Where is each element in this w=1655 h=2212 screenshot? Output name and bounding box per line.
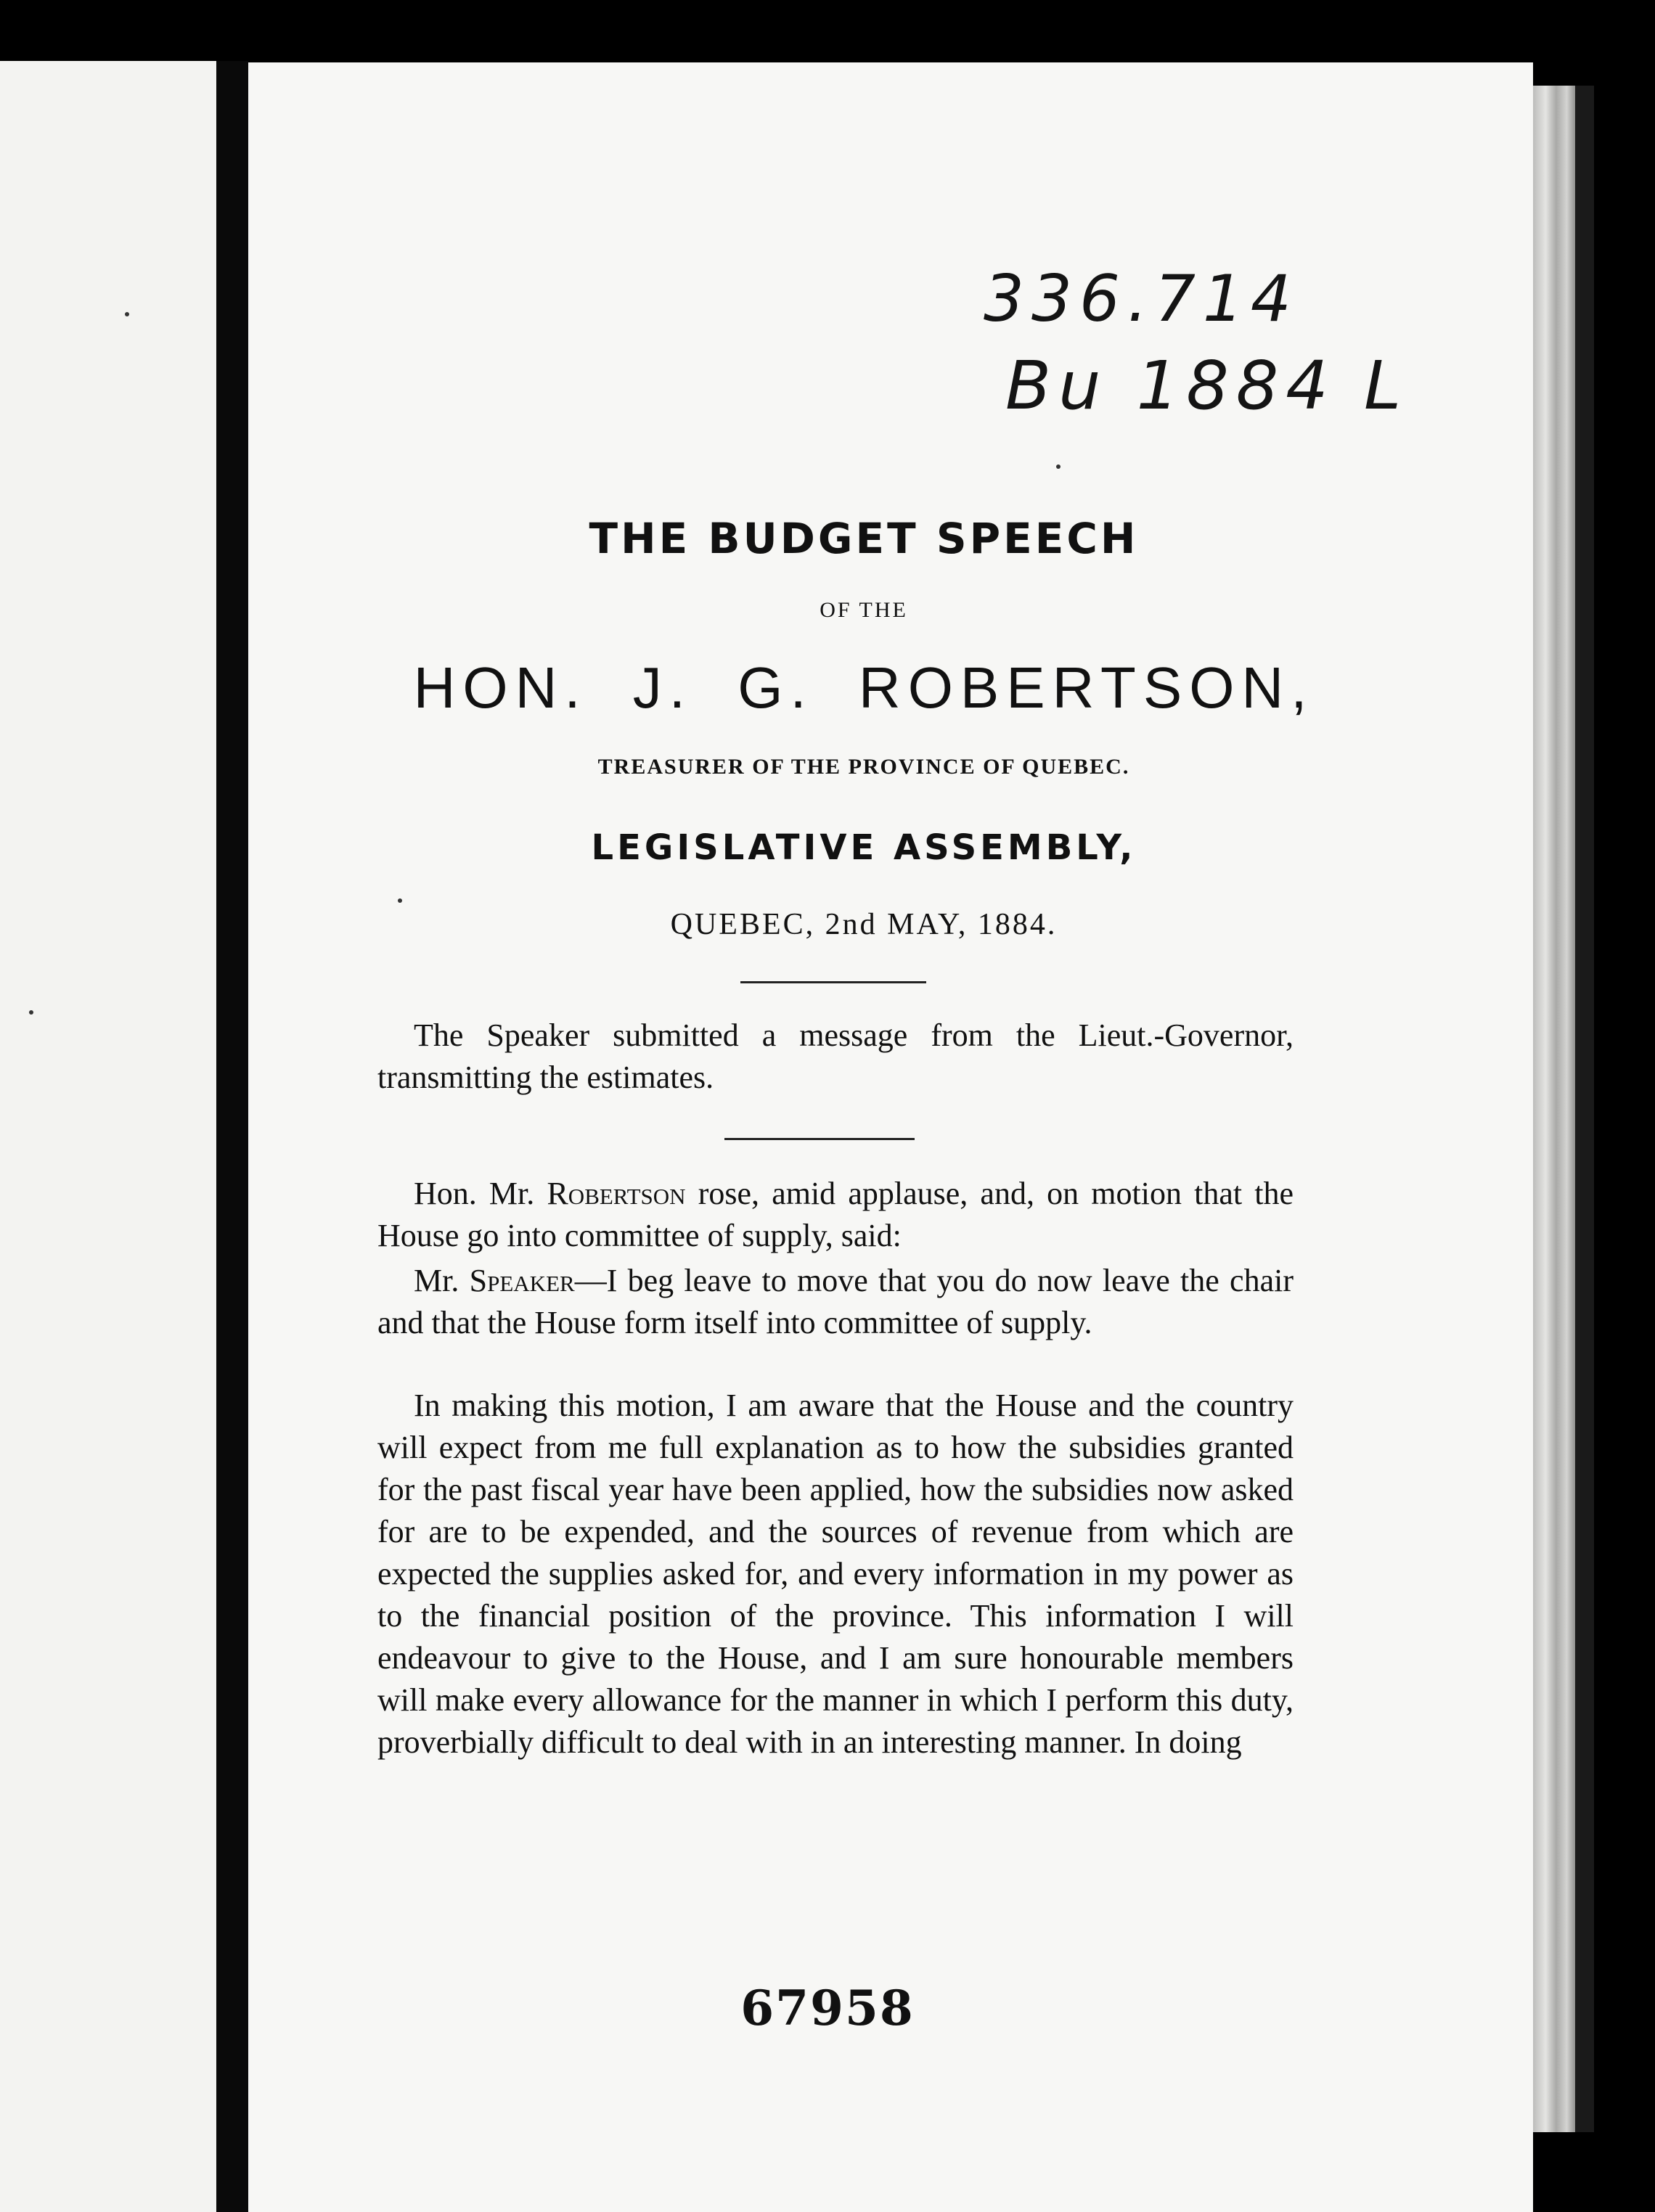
mr-speaker-prefix: Mr. [414, 1263, 470, 1298]
specks [398, 898, 402, 903]
divider-rule [724, 1138, 915, 1140]
mr-speaker-paragraph [377, 1260, 1294, 1344]
catalog-number: 67958 [740, 1980, 915, 2036]
mr-speaker-name: Speaker [469, 1263, 575, 1298]
document-title: THE BUDGET SPEECH [589, 514, 1139, 563]
mr-speaker-rest: —I beg leave to move that you do now leave the chair and that the House form itself into committee of supply. [377, 1263, 1294, 1340]
rose-name: Robertson [547, 1176, 686, 1211]
page-edge-shadow [1575, 86, 1594, 2132]
facing-page [0, 61, 236, 2212]
specks [1056, 464, 1061, 469]
assembly-heading: LEGISLATIVE ASSEMBLY, [591, 827, 1137, 868]
office-line: TREASURER OF THE PROVINCE OF QUEBEC. [597, 755, 1130, 779]
speaker-name: HON. J. G. ROBERTSON, [413, 655, 1315, 720]
rose-prefix: Hon. Mr. [414, 1176, 547, 1211]
making-motion-paragraph: In making this motion, I am aware that the House and the country will expect from me full explanation as to how the subsidies granted for the past fiscal year have been applied, how the subsidies now asked for are to be expended, and the sources of revenue from which are expected the supplies asked for, and every information in my power as to the financial position of the province. This information I will endeavour to give to the House, and I am sure honourable members will make every allowance for the manner in which I perform this duty, proverbially difficult to deal with in an interesting manner. In doing [377, 1388, 1294, 1760]
specks [29, 1010, 33, 1015]
call-number-line-2: Bu 1884 L [1005, 347, 1409, 425]
robertson-rose-paragraph [377, 1173, 1294, 1257]
divider-rule [740, 981, 926, 983]
dateline: QUEBEC, 2nd MAY, 1884. [670, 908, 1058, 941]
page-edge [1533, 86, 1575, 2132]
of-the-line: OF THE [820, 598, 908, 622]
call-number-line-1: 336.714 [984, 261, 1299, 336]
speaker-message-paragraph: The Speaker submitted a message from the Lieut.-Governor, transmitting the estimates. [377, 1017, 1294, 1095]
book-binding [216, 61, 248, 2212]
rose-rest: rose, amid applause, and, on motion that the House go into committee of supply, said: [377, 1176, 1294, 1253]
specks [125, 312, 129, 316]
